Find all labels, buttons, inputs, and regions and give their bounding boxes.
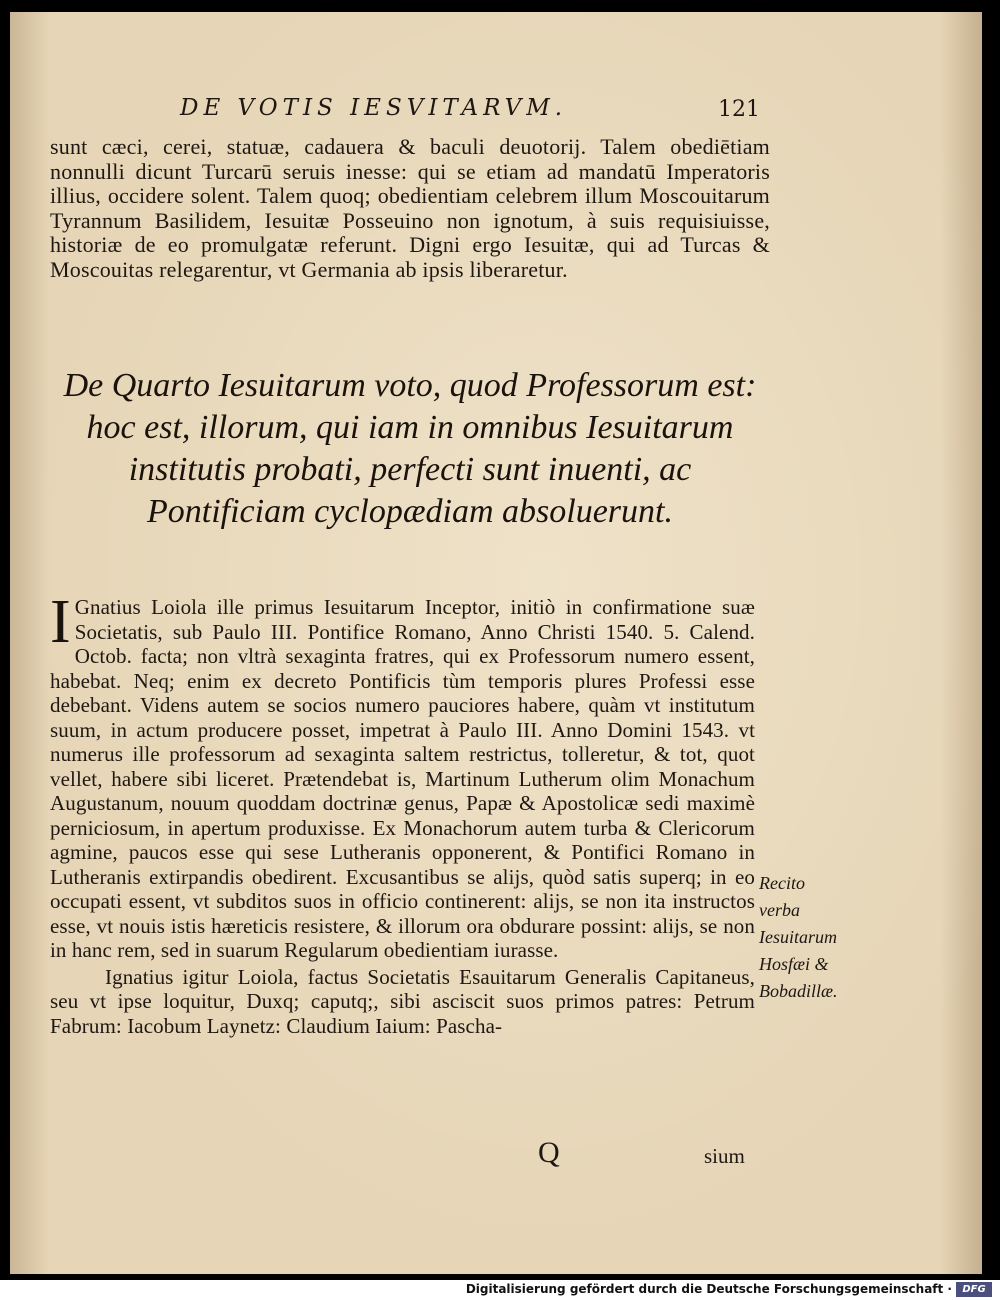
- paragraph-1: sunt cæci, cerei, statuæ, cadauera & baculi deuotorij. Talem obediētiam nonnulli dicunt Turcarū seruis inesse: qui se etiam ad mandatū Imperatoris illius, occidere solent. Talem quoq; obedientiam celebrem illum Moscouitarum Tyrannum Basilidem, Iesuitæ Posseuino non ignotum, à suis requisiuisse, historiæ de eo promulgatæ referunt. Digni ergo Iesuitæ, qui ad Turcas & Moscouitas relegarentur, vt Germania ab ipsis liberaretur.: [50, 134, 770, 282]
- footer-credit: Digitalisierung gefördert durch die Deutsche Forschungsgemeinschaft ·: [465, 1282, 952, 1296]
- page-number: 121: [718, 97, 760, 122]
- signature-mark: Q: [538, 1136, 560, 1169]
- paragraph-3: Ignatius igitur Loiola, factus Societatis Esauitarum Generalis Capitaneus, seu vt ipse loquitur, Duxq; caputq;, sibi asciscit suos primos patres: Petrum Fabrum: Iacobum Laynetz: Claudium Iaium: Pascha-: [50, 964, 755, 1038]
- marginal-note: Recito verba Iesuitarum Hosfæi & Bobadillæ.: [759, 873, 838, 1001]
- chapter-heading: De Quarto Iesuitarum voto, quod Professorum est: hoc est, illorum, qui iam in omnibus Iesuitarum institutis probati, perfecti sunt inuenti, ac Pontificiam cyclopædiam absoluerunt.: [63, 367, 757, 530]
- dfg-logo-icon: DFG: [956, 1282, 992, 1297]
- main-text: [50, 588, 755, 1038]
- catchword: sium: [704, 1144, 745, 1168]
- drop-cap: I: [50, 588, 71, 656]
- paragraph-2: Gnatius Loiola ille primus Iesuitarum Inceptor, initiò in confirmatione suæ Societatis, sub Paulo III. Pontifice Romano, Anno Christi 1540. 5. Calend. Octob. facta; non vltrà sexaginta fratres, qui ex Professorum numero essent, habebat. Neq; enim ex decreto Pontificis tùm temporis plures Professi esse debebant. Videns autem se socios numero pauciores habere, quàm vt institutum suum, in actum producere posset, impetrat à Paulo III. Anno Domini 1543. vt numerus ille professorum ad sexaginta saltem restrictus, tolleretur, & tot, quot vellet, habere sibi liceret. Prætendebat is, Martinum Lutherum olim Monachum Augustanum, nouum quoddam doctrinæ genus, Papæ & Apostolicæ sedi maximè perniciosum, in apertum produxisse. Ex Monachorum autem turba & Clericorum agmine, paucos esse qui sese Lutheranis opponerent, & Pontifici Romano in Lutheranis extirpandis obedirent. Excusantibus se alijs, quòd satis superq; in eo occupati essent, vt subditos suos in officio continerent: alijs, se non ita instructos esse, vt nouis istis hæreticis resistere, & illorum ora obdurare possint: alijs, se non in hanc rem, sed in suarum Regularum obedientiam iurasse.: [50, 595, 755, 962]
- book-page: [10, 12, 982, 1274]
- running-head: DE VOTIS IESVITARVM.: [180, 95, 568, 121]
- footer-bar: [0, 1280, 1000, 1300]
